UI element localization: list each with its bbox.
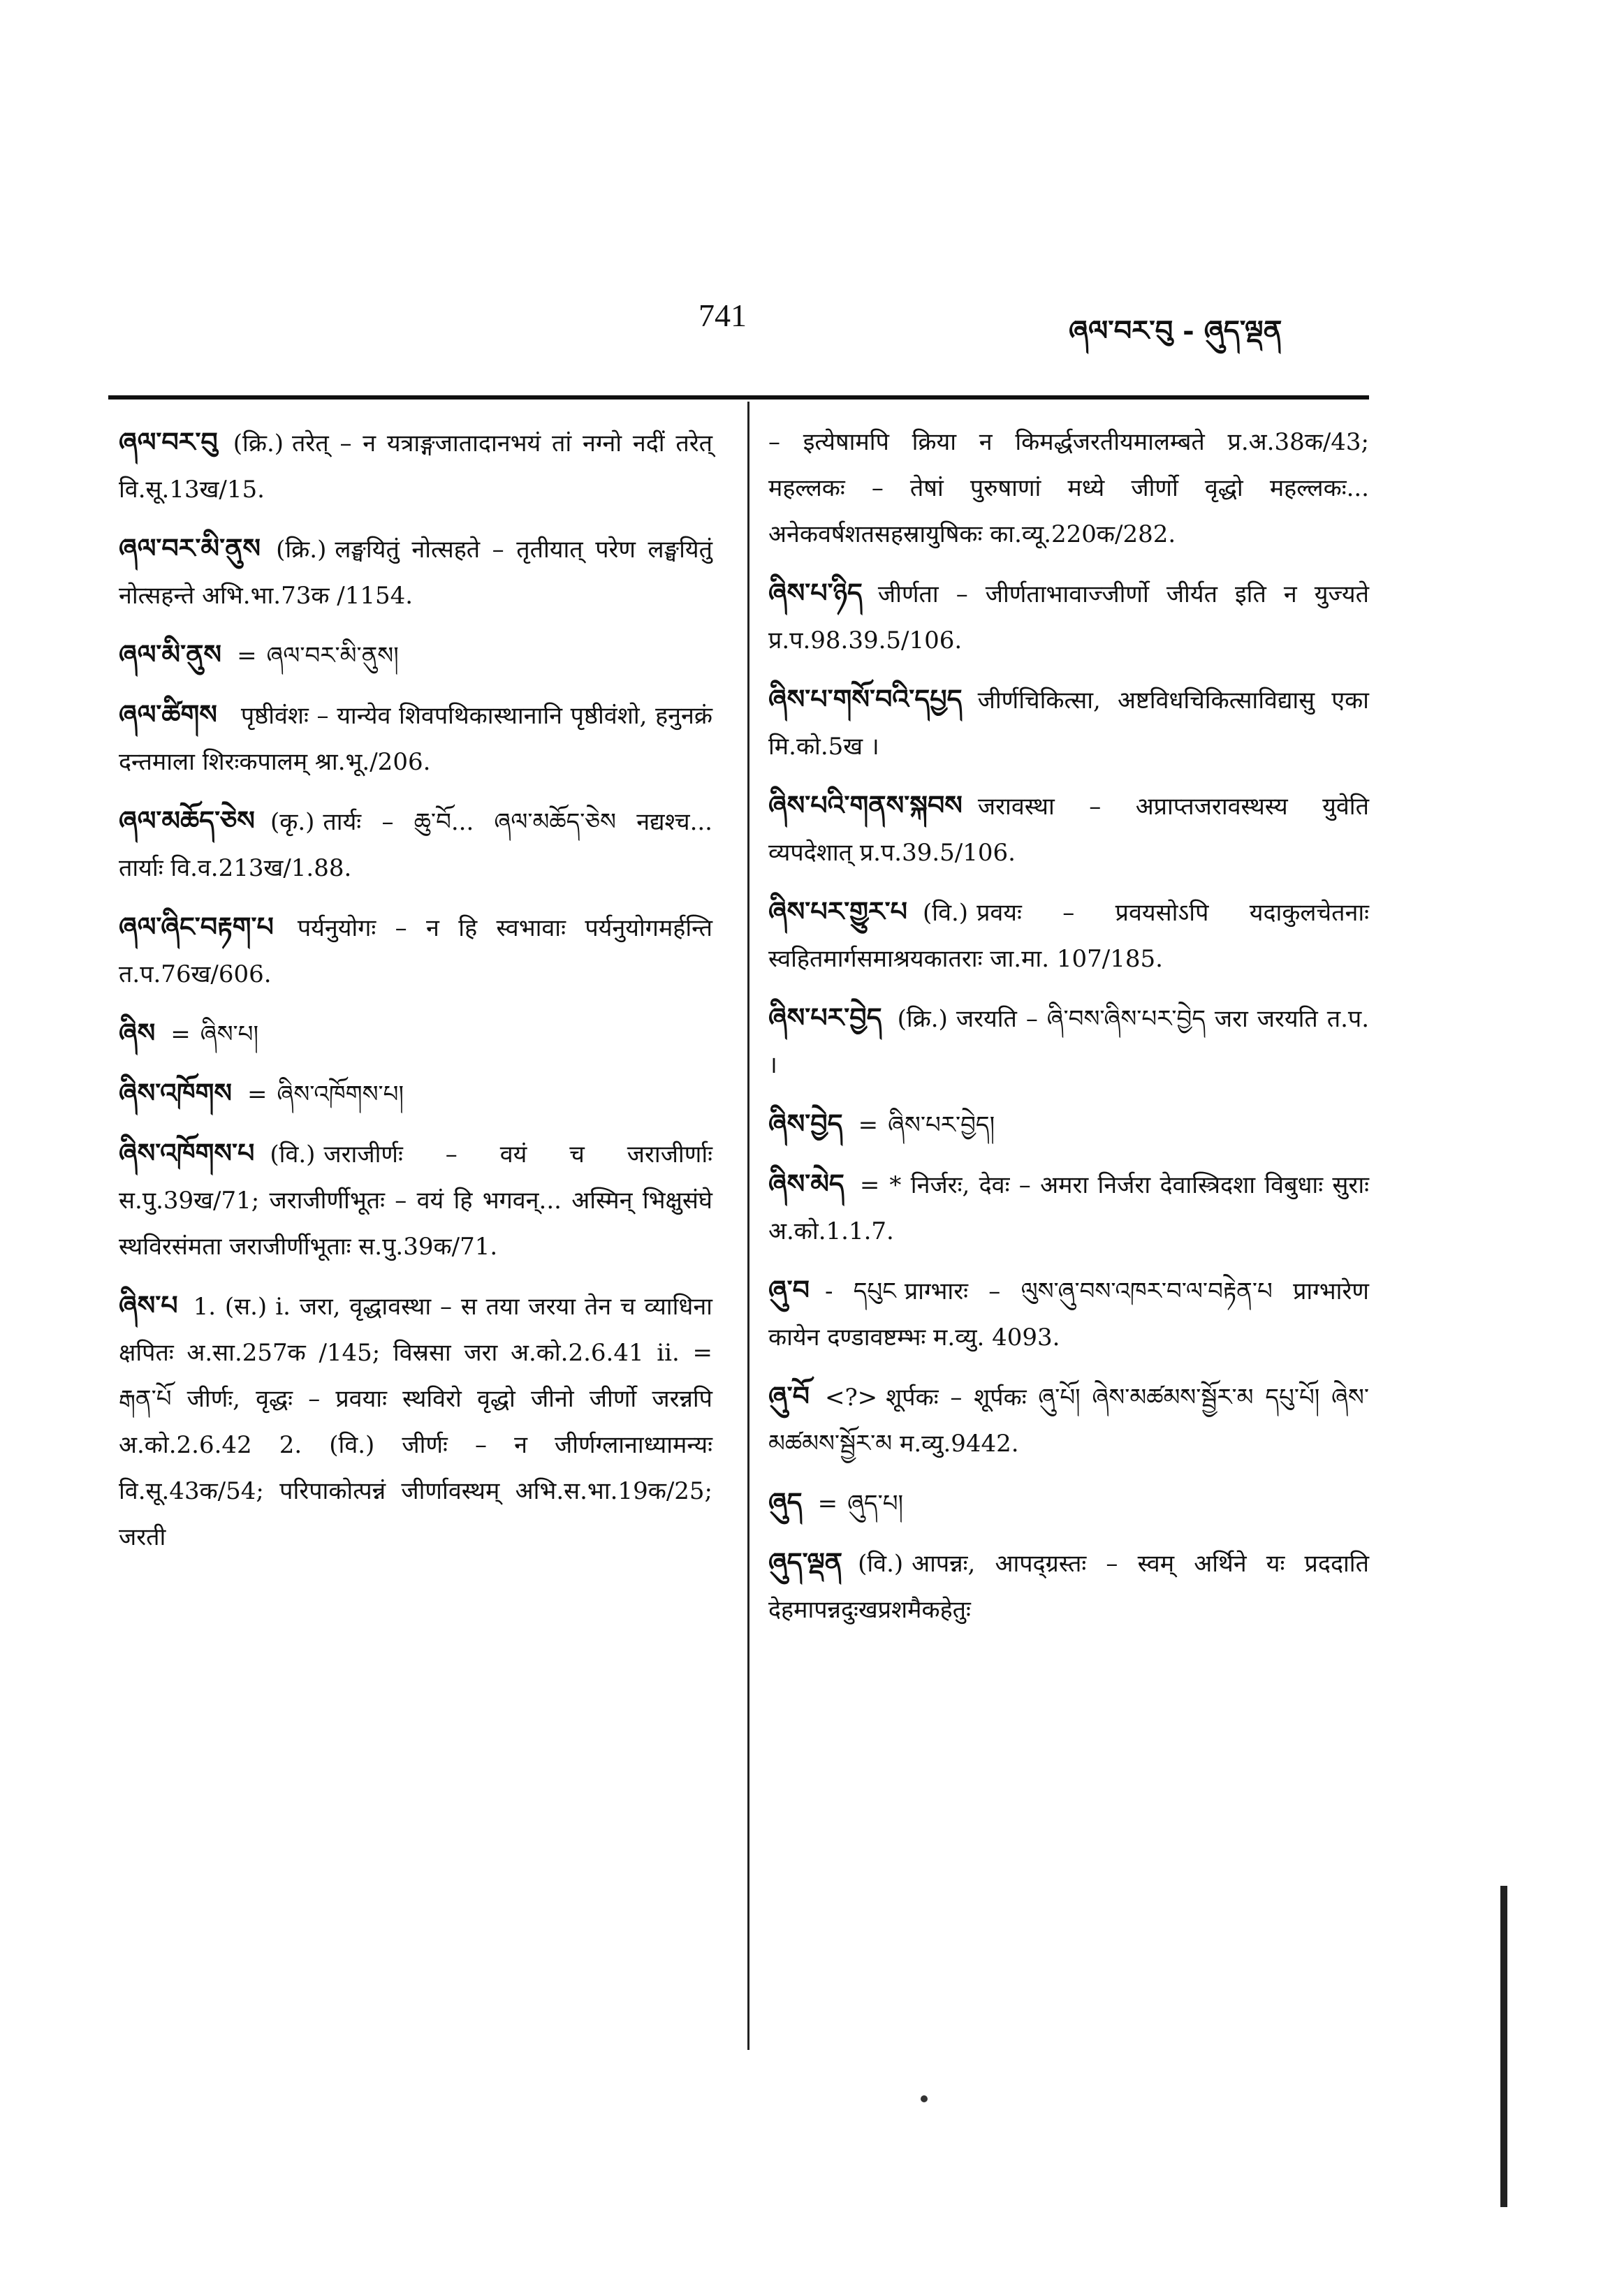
dictionary-entry <box>119 419 712 513</box>
dictionary-entry <box>119 631 712 679</box>
entry-text: पर्यनुयोगः – न हि स्वभावाः पर्यनुयोगमर्हन्ति त.प.76ख/606. <box>119 914 712 988</box>
entry-text: लङ्घयितुं नोत्सहते – तृतीयात् परेण लङ्घयितुं नोत्सहन्ते अभि.भा.73क /1154. <box>119 536 712 610</box>
entry-grammar: (क्रि.) <box>897 1005 948 1033</box>
entry-headword: ཞིས་པ་གསོ་བའི་དཔྱད <box>768 683 963 715</box>
entry-headword: ཞལ་ཞིང་བརྟག་པ <box>119 911 274 942</box>
entry-headword: ཞིས་པའི་གནས་སྐབས <box>768 789 963 821</box>
entry-headword: ཞིས་བྱེད <box>768 1108 843 1139</box>
right-column <box>768 419 1369 1646</box>
entry-text: आपन्नः, आपद्ग्रस्तः – स्वम् अर्थिने यः प्रददाति देहमापन्नदुःखप्रशमैकहेतुः <box>768 1550 1369 1624</box>
entry-text: जीर्णचिकित्सा, अष्टविधचिकित्साविद्यासु एका मि.को.5ख । <box>768 687 1369 761</box>
dictionary-entry <box>768 1479 1369 1527</box>
entry-equals: = <box>817 1490 838 1518</box>
scan-speck <box>921 2095 928 2102</box>
dictionary-entry <box>768 676 1369 770</box>
entry-grammar: (वि.) <box>923 899 969 927</box>
dictionary-entry <box>119 691 712 785</box>
entry-text: जरावस्था – अप्राप्तजरावस्थस्य युवेति व्यपदेशात् प्र.प.39.5/106. <box>768 793 1369 867</box>
entry-headword: ཞལ་བར་བུ <box>119 426 218 457</box>
dictionary-entry <box>119 1070 712 1118</box>
entry-text: जीर्णता – जीर्णताभावाज्जीर्णो जीर्यत इति न युज्यते प्र.प.98.39.5/106. <box>768 580 1369 654</box>
dictionary-entry <box>119 798 712 891</box>
entry-text: – इत्येषामपि क्रिया न किमर्द्धजरतीयमालम्बते प्र.अ.38क/43; महल्लकः – तेषां पुरुषाणां मध्ये जीर्णो वृद्धो महल्लकः... अनेकवर्षशतसहस्रायुषिकः का.व्यू.220क/282. <box>768 428 1369 548</box>
entry-headword: ཞིས་འཁོགས <box>119 1077 233 1108</box>
dictionary-entry <box>768 1539 1369 1633</box>
left-column <box>119 419 712 1573</box>
entry-headword: ཞལ་མཆོད་ཅེས <box>119 805 255 836</box>
dictionary-entry <box>768 782 1369 876</box>
column-divider <box>747 402 749 2050</box>
dictionary-entry <box>768 1161 1369 1254</box>
entry-equals: = <box>858 1111 879 1139</box>
entry-headword: ཞུད་ལྡན <box>768 1546 843 1578</box>
dictionary-entry <box>768 1101 1369 1148</box>
entry-equals: = <box>859 1171 880 1199</box>
entry-equals: = <box>170 1020 191 1048</box>
dictionary-entry-continued <box>768 419 1369 557</box>
entry-headword: ཞུ་བ <box>768 1274 810 1305</box>
header-rule <box>108 395 1369 400</box>
entry-text: * निर्जरः, देवः – अमरा निर्जरा देवास्त्रिदशा विबुधाः सुराः अ.को.1.1.7. <box>768 1171 1369 1245</box>
entry-headword: ཞིས་པར་བྱེད <box>768 1002 882 1033</box>
entry-grammar: - དཔུང <box>824 1277 896 1305</box>
entry-text: ཞིས་པ། <box>200 1020 258 1048</box>
entry-headword: ཞིས་འཁོགས་པ <box>119 1137 255 1169</box>
entry-text: तरेत् – न यत्राङ्गजातादानभयं तां नग्नो नदीं तरेत् वि.सू.13ख/15. <box>119 430 712 504</box>
dictionary-entry <box>119 1130 712 1270</box>
entry-headword: ཞལ་ཚིགས <box>119 698 217 730</box>
entry-headword: ཞུད <box>768 1486 803 1518</box>
entry-text: ཞིས་འཁོགས་པ། <box>277 1080 404 1108</box>
entry-text: जरयति – ཞི་བས་ཞིས་པར་བྱེད जरा जरयति त.प. । <box>768 1005 1369 1079</box>
entry-headword: ཞིས་པ <box>119 1289 178 1321</box>
entry-grammar: (वि.) <box>858 1550 904 1578</box>
entry-text: ཞལ་བར་མི་ནུས། <box>266 642 399 670</box>
entry-headword: ཞལ་བར་མི་ནུས <box>119 532 261 564</box>
entry-headword: ཞིས་པར་གྱུར་པ <box>768 895 908 927</box>
entry-headword: ཞིས་པ་ཉིད <box>768 577 863 608</box>
entry-text: पृष्ठीवंशः – यान्येव शिवपथिकास्थानानि पृष्ठीवंशो, हनुनक्रं दन्तमाला शिरःकपालम् श्रा.भू./206. <box>119 702 712 776</box>
entry-text: i. जरा, वृद्धावस्था – स तया जरया तेन च व्याधिना क्षपितः अ.सा.257क /145; विस्रसा जरा अ.को.2.6.41 ii. = རྒན་པོ जीर्णः, वृद्धः – प्रवयाः स्थविरो वृद्धो जीनो जीर्णो जरन्नपि अ.को.2.6.42 2. (वि.) जीर्णः – न जीर्णग्लानाध्यामन्यः वि.सू.43क/54; परिपाकोत्पन्नं जीर्णावस्थम् अभि.स.भा.19क/25; जरती <box>119 1293 712 1551</box>
entry-text: प्रवयः – प्रवयसोऽपि यदाकुलचेतनाः स्वहितमार्गसमाश्रयकातराः जा.मा. 107/185. <box>768 899 1369 973</box>
dictionary-entry <box>768 995 1369 1088</box>
entry-text: प्राग्भारः – ལུས་ཞུ་བས་འཁར་བ་ལ་བརྟེན་པ प्राग्भारेण कायेन दण्डावष्टम्भः म.व्यु. 4093. <box>768 1277 1369 1351</box>
entry-equals: = <box>247 1080 268 1108</box>
entry-text: शूर्पकः – शूर्पकः ཞུ་པོ། ཞེས་མཚམས་སྦྱོར་མ དཔུ་པོ། ཞེས་མཚམས་སྦྱོར་མ म.व्यु.9442. <box>768 1384 1369 1458</box>
entry-equals: = <box>237 642 257 670</box>
running-head: ཞལ་བར་བུ - ཞུད་ལྡན <box>1069 314 1282 347</box>
entry-grammar: (क्रि.) <box>233 430 284 457</box>
entry-grammar: <?> <box>824 1384 878 1412</box>
entry-grammar: 1. (स.) <box>193 1293 268 1321</box>
entry-headword: ཞལ་མི་ནུས <box>119 638 222 670</box>
entry-headword: ཞུ་བོ <box>768 1380 810 1412</box>
dictionary-entry <box>119 1010 712 1057</box>
dictionary-entry <box>119 1282 712 1560</box>
entry-grammar: (कृ.) <box>270 808 315 836</box>
dictionary-entry <box>768 1373 1369 1467</box>
dictionary-entry <box>768 570 1369 664</box>
entry-grammar: (वि.) <box>270 1141 316 1169</box>
entry-headword: ཞིས <box>119 1017 156 1048</box>
entry-text: जराजीर्णः – वयं च जराजीर्णाः स.पु.39ख/71; जराजीर्णीभूतः – वयं हि भगवन्... अस्मिन् भिक्षुसंघे स्थविरसंमता जराजीर्णीभूताः स.पु.39क/71. <box>119 1141 712 1261</box>
page-number: 741 <box>698 298 747 333</box>
entry-text: तार्यः – ཆུ་བོ... ཞལ་མཆོད་ཅེས नद्यश्च... तार्याः वि.व.213ख/1.88. <box>119 808 712 882</box>
entry-headword: ཞིས་མེད <box>768 1168 844 1199</box>
entry-text: ཞུད་པ། <box>847 1490 904 1518</box>
entry-grammar: (क्रि.) <box>276 536 327 564</box>
dictionary-entry <box>119 904 712 997</box>
dictionary-entry <box>768 1267 1369 1361</box>
scan-edge-mark <box>1500 1886 1507 2207</box>
entry-text: ཞིས་པར་བྱེད། <box>888 1111 995 1139</box>
dictionary-entry <box>119 525 712 619</box>
dictionary-entry <box>768 888 1369 982</box>
